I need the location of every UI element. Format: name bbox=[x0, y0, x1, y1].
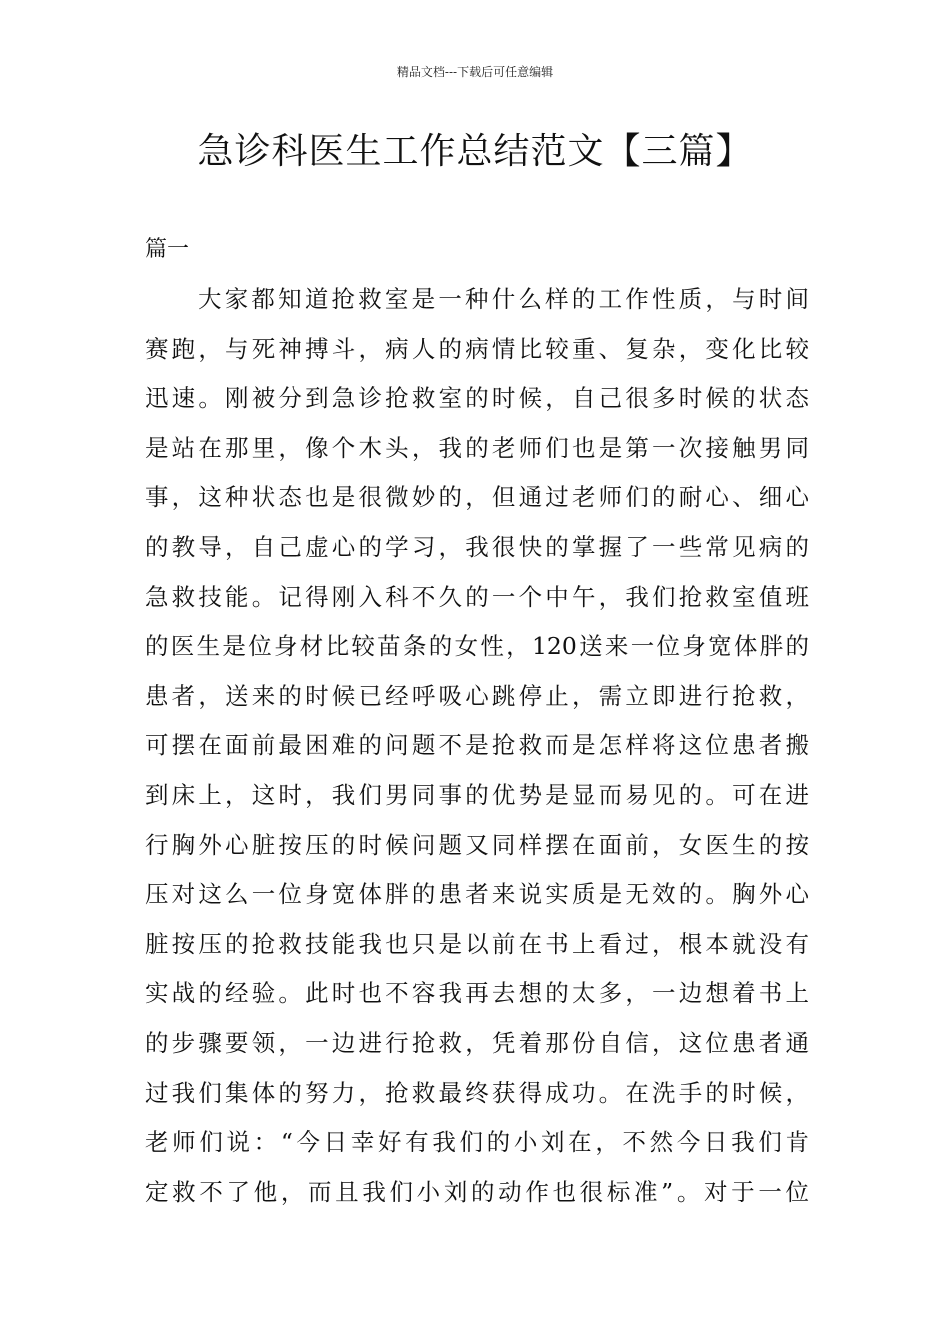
body-line: 可摆在面前最困难的问题不是抢救而是怎样将这位患者搬 bbox=[145, 731, 809, 760]
section-label: 篇一 bbox=[145, 237, 190, 262]
body-line: 的步骤要领，一边进行抢救，凭着那份自信，这位患者通 bbox=[145, 1028, 809, 1057]
body-line: 到床上，这时，我们男同事的优势是显而易见的。可在进 bbox=[145, 780, 809, 809]
body-line: 大家都知道抢救室是一种什么样的工作性质，与时间 bbox=[198, 285, 809, 313]
body-line: 是站在那里，像个木头，我的老师们也是第一次接触男同 bbox=[145, 433, 809, 462]
body-line: 急救技能。记得刚入科不久的一个中午，我们抢救室值班 bbox=[145, 582, 809, 611]
body-line: 患者，送来的时候已经呼吸心跳停止，需立即进行抢救， bbox=[145, 681, 809, 710]
body-line: 的医生是位身材比较苗条的女性，120送来一位身宽体胖的 bbox=[145, 632, 809, 661]
body-line: 实战的经验。此时也不容我再去想的太多，一边想着书上 bbox=[145, 979, 809, 1008]
body-line: 脏按压的抢救技能我也只是以前在书上看过，根本就没有 bbox=[145, 929, 809, 958]
header-note: 精品文档---下载后可任意编辑 bbox=[396, 65, 554, 79]
body-line: 压对这么一位身宽体胖的患者来说实质是无效的。胸外心 bbox=[145, 880, 809, 909]
body-line: 定救不了他，而且我们小刘的动作也很标准”。对于一位 bbox=[145, 1177, 809, 1206]
document-title: 急诊科医生工作总结范文【三篇】 bbox=[197, 131, 753, 172]
body-line: 迅速。刚被分到急诊抢救室的时候，自己很多时候的状态 bbox=[145, 384, 809, 413]
body-line: 赛跑，与死神搏斗，病人的病情比较重、复杂，变化比较 bbox=[145, 334, 809, 363]
body-line: 的教导，自己虚心的学习，我很快的掌握了一些常见病的 bbox=[145, 532, 809, 561]
body-paragraph bbox=[145, 279, 809, 1221]
body-line: 事，这种状态也是很微妙的，但通过老师们的耐心、细心 bbox=[145, 483, 809, 512]
body-line: 过我们集体的努力，抢救最终获得成功。在洗手的时候， bbox=[145, 1078, 809, 1107]
body-line: 老师们说：“今日幸好有我们的小刘在，不然今日我们肯 bbox=[145, 1128, 809, 1157]
body-line: 行胸外心脏按压的时候问题又同样摆在面前，女医生的按 bbox=[145, 830, 809, 859]
